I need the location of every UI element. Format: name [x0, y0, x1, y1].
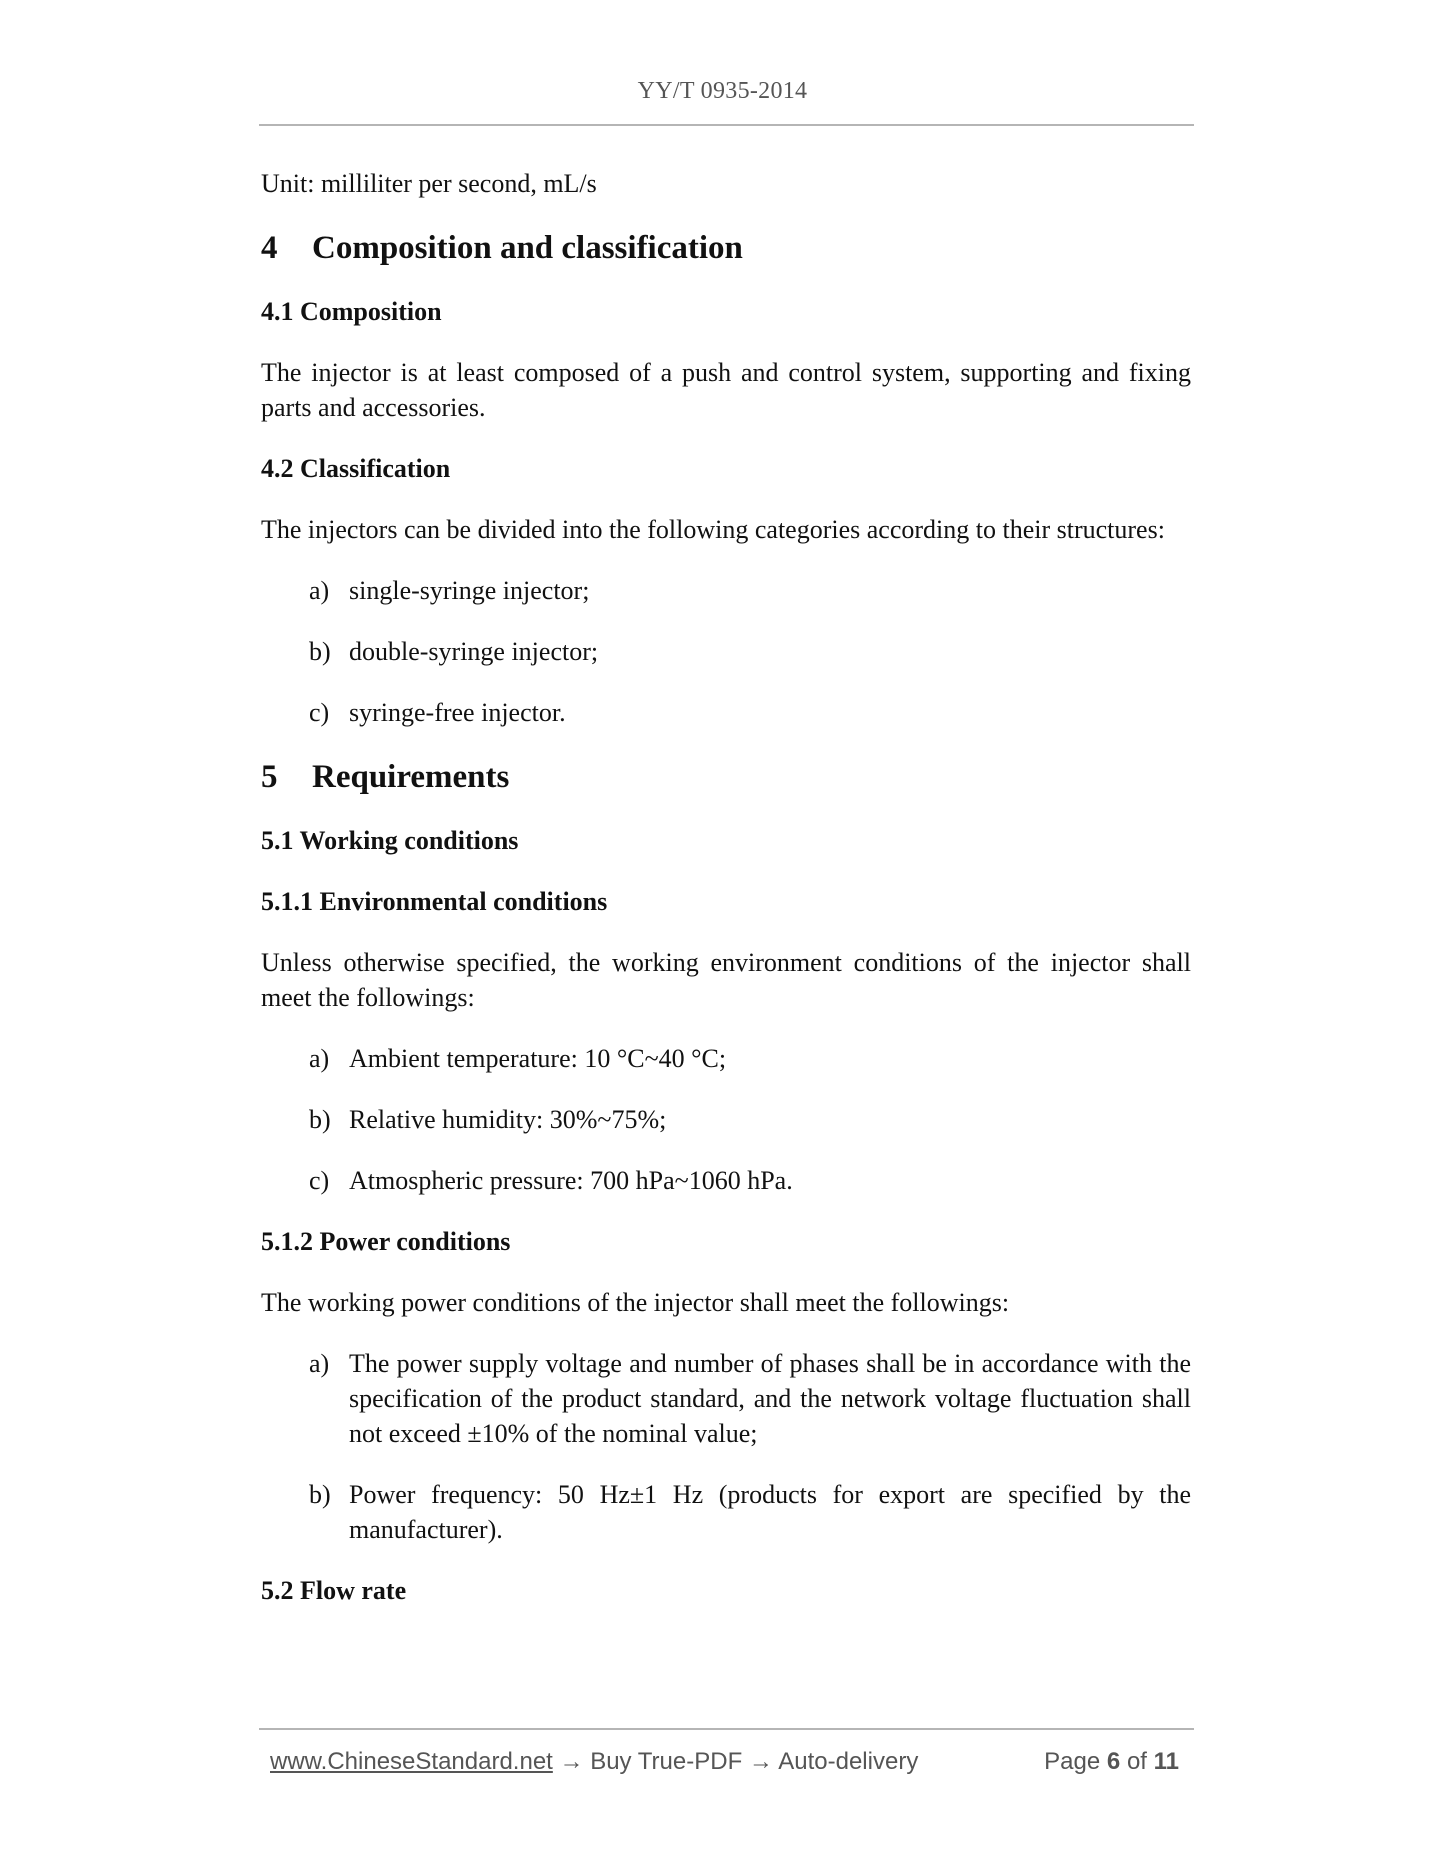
list-item-text: single-syringe injector;: [349, 576, 590, 605]
section-5-title: Requirements: [312, 759, 510, 795]
section-5-number: 5: [261, 759, 278, 795]
document-header: YY/T 0935-2014: [637, 78, 808, 104]
section-5-2-heading: 5.2 Flow rate: [261, 1576, 407, 1605]
section-4-2-heading: 4.2 Classification: [261, 454, 451, 483]
list-item: [261, 1102, 1191, 1137]
list-item-label: b): [309, 1480, 331, 1509]
buy-true-pdf-text: Buy True-PDF: [590, 1748, 743, 1775]
section-4-heading: [261, 228, 1191, 268]
list-item: [261, 634, 1191, 669]
list-item-label: a): [309, 576, 330, 605]
list-item-text: double-syringe injector;: [349, 637, 599, 666]
section-4-1-text: The injector is at least composed of a push and control system, supporting and fixing parts and accessories.: [261, 358, 1191, 422]
page-footer: [270, 1748, 1185, 1782]
list-item-label: a): [309, 1044, 330, 1073]
page-total: 11: [1153, 1748, 1179, 1775]
list-item-label: a): [309, 1349, 330, 1378]
list-item-text: Power frequency: 50 Hz±1 Hz (products for export are specified by the manufacturer).: [349, 1480, 1191, 1544]
list-item: [261, 1477, 1191, 1547]
section-5-1-2-heading: 5.1.2 Power conditions: [261, 1227, 511, 1256]
section-4-title: Composition and classification: [312, 230, 743, 266]
page-label: Page: [1044, 1748, 1101, 1775]
page-number: [1044, 1748, 1179, 1776]
list-item-label: c): [309, 1166, 330, 1195]
section-5-heading: [261, 757, 1191, 797]
of-label: of: [1126, 1748, 1147, 1775]
list-item: [261, 573, 1191, 608]
section-4-1-heading: 4.1 Composition: [261, 297, 442, 326]
list-item: [261, 1163, 1191, 1198]
list-item-text: Atmospheric pressure: 700 hPa~1060 hPa.: [349, 1166, 793, 1195]
arrow-icon: →: [748, 1748, 773, 1775]
footer-divider: [259, 1728, 1194, 1730]
list-item: [261, 1041, 1191, 1076]
section-5-1-1-heading: 5.1.1 Environmental conditions: [261, 887, 608, 916]
list-item: [261, 695, 1191, 730]
page-current: 6: [1106, 1748, 1121, 1775]
website-link[interactable]: www.ChineseStandard.net: [270, 1748, 553, 1775]
list-item-label: c): [309, 698, 330, 727]
unit-line: Unit: milliliter per second, mL/s: [261, 169, 597, 198]
section-4-2-text: The injectors can be divided into the following categories according to their structures:: [261, 515, 1165, 544]
list-item-label: b): [309, 1105, 331, 1134]
page-body: [261, 166, 1191, 1608]
section-5-1-heading: 5.1 Working conditions: [261, 826, 519, 855]
list-item-text: The power supply voltage and number of phases shall be in accordance with the specification of the product standard, and the network voltage fluctuation shall not exceed ±10% of the nominal value;: [349, 1349, 1191, 1448]
auto-delivery-text: Auto-delivery: [778, 1748, 919, 1775]
arrow-icon: →: [559, 1748, 584, 1775]
list-item-text: Ambient temperature: 10 °C~40 °C;: [349, 1044, 727, 1073]
header-divider: [259, 124, 1194, 126]
section-5-1-1-text: Unless otherwise specified, the working environment conditions of the injector shall meet the followings:: [261, 948, 1191, 1012]
list-item-text: Relative humidity: 30%~75%;: [349, 1105, 667, 1134]
section-5-1-2-text: The working power conditions of the injector shall meet the followings:: [261, 1288, 1010, 1317]
section-4-number: 4: [261, 230, 278, 266]
list-item-text: syringe-free injector.: [349, 698, 566, 727]
list-item-label: b): [309, 637, 331, 666]
list-item: [261, 1346, 1191, 1451]
